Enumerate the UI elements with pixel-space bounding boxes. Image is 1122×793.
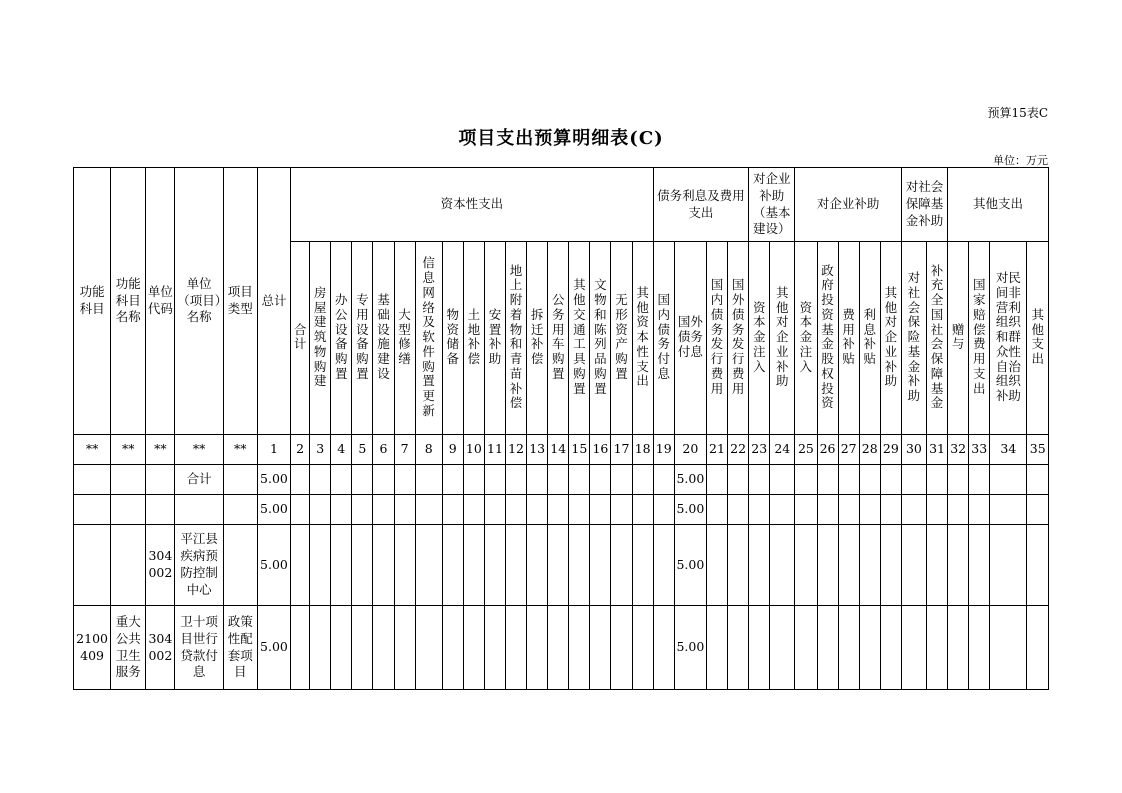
index-number: 29 <box>880 435 901 465</box>
col-it-purchase: 信息网络及软件购置更新 <box>415 242 442 435</box>
index-number: 33 <box>969 435 990 465</box>
unit-name-cell <box>175 495 223 525</box>
col-ent-capital: 资本金注入 <box>795 242 817 435</box>
func-code-cell <box>74 525 111 606</box>
col-office-equipment: 办公设备购置 <box>331 242 352 435</box>
index-number: 14 <box>548 435 569 465</box>
col-func-subject: 功能科目 <box>74 168 111 435</box>
index-number: 28 <box>859 435 880 465</box>
index-number: 15 <box>569 435 590 465</box>
group-enterprise: 对企业补助 <box>795 168 901 242</box>
index-number: 10 <box>463 435 484 465</box>
index-number: 35 <box>1027 435 1049 465</box>
col-ent-other: 其他对企业补助 <box>880 242 901 435</box>
unit-code-cell: 304002 <box>146 606 175 690</box>
func-name-cell: 重大公共卫生服务 <box>111 606 146 690</box>
unit-name-cell: 合计 <box>175 465 223 495</box>
index-number: 9 <box>442 435 463 465</box>
group-other: 其他支出 <box>948 168 1049 242</box>
index-number: 20 <box>674 435 706 465</box>
index-number: 31 <box>927 435 948 465</box>
func-code-cell <box>74 465 111 495</box>
index-number: 34 <box>990 435 1027 465</box>
col-infrastructure: 基础设施建设 <box>373 242 394 435</box>
func-code-cell <box>74 495 111 525</box>
col-intangible: 无形资产购置 <box>611 242 632 435</box>
func-code-cell: 2100409 <box>74 606 111 690</box>
index-number: 12 <box>506 435 527 465</box>
col-gift: 赠与 <box>948 242 969 435</box>
col-ent-basic-other: 其他对企业补助 <box>770 242 795 435</box>
index-number: 26 <box>817 435 838 465</box>
col-ent-interest-subsidy: 利息补贴 <box>859 242 880 435</box>
col-major-repair: 大型修缮 <box>394 242 415 435</box>
index-number: 8 <box>415 435 442 465</box>
form-code: 预算15表C <box>987 106 1048 120</box>
unit-label: 单位：万元 <box>993 154 1048 167</box>
index-star: ** <box>74 435 111 465</box>
index-number: 22 <box>728 435 749 465</box>
index-star: ** <box>223 435 257 465</box>
total-cell: 5.00 <box>257 465 290 495</box>
index-number: 2 <box>291 435 310 465</box>
col-foreign-fee: 国外债务发行费用 <box>728 242 749 435</box>
index-number: 27 <box>838 435 859 465</box>
foreign-interest-cell: 5.00 <box>674 525 706 606</box>
project-type-cell <box>223 465 257 495</box>
col-unit-name: 单位（项目）名称 <box>175 168 223 435</box>
col-domestic-interest: 国内债务付息 <box>653 242 674 435</box>
index-number: 23 <box>749 435 770 465</box>
unit-code-cell <box>146 465 175 495</box>
func-name-cell <box>111 465 146 495</box>
table-row <box>74 525 1049 606</box>
col-domestic-fee: 国内债务发行费用 <box>706 242 727 435</box>
index-number: 32 <box>948 435 969 465</box>
page-title: 项目支出预算明细表(C) <box>458 128 664 149</box>
col-foreign-interest: 国外债务付息 <box>674 242 706 435</box>
table-row <box>74 606 1049 690</box>
total-cell: 5.00 <box>257 525 290 606</box>
index-number: 5 <box>352 435 373 465</box>
table-row <box>74 495 1049 525</box>
index-number: 7 <box>394 435 415 465</box>
header-row-groups <box>74 168 1049 242</box>
project-type-cell <box>223 495 257 525</box>
project-type-cell: 政策性配套项目 <box>223 606 257 690</box>
col-demolition: 拆迁补偿 <box>527 242 548 435</box>
index-star: ** <box>146 435 175 465</box>
table-row <box>74 465 1049 495</box>
func-name-cell <box>111 525 146 606</box>
index-number: 1 <box>257 435 290 465</box>
foreign-interest-cell: 5.00 <box>674 495 706 525</box>
col-social-insurance: 对社会保险基金补助 <box>901 242 926 435</box>
col-other-capital: 其他资本性支出 <box>632 242 653 435</box>
index-star: ** <box>175 435 223 465</box>
col-state-compensation: 国家赔偿费用支出 <box>969 242 990 435</box>
col-official-car: 公务用车购置 <box>548 242 569 435</box>
group-capital: 资本性支出 <box>291 168 654 242</box>
col-relics: 文物和陈列品购置 <box>590 242 611 435</box>
col-other-transport: 其他交通工具购置 <box>569 242 590 435</box>
col-house: 房屋建筑物购建 <box>310 242 331 435</box>
index-number: 16 <box>590 435 611 465</box>
index-number: 11 <box>484 435 505 465</box>
foreign-interest-cell: 5.00 <box>674 465 706 495</box>
col-unit-code: 单位代码 <box>146 168 175 435</box>
func-name-cell <box>111 495 146 525</box>
col-ent-fee-subsidy: 费用补贴 <box>838 242 859 435</box>
index-number: 13 <box>527 435 548 465</box>
index-row <box>74 435 1049 465</box>
project-type-cell <box>223 525 257 606</box>
col-other-expense: 其他支出 <box>1027 242 1049 435</box>
index-number: 24 <box>770 435 795 465</box>
index-number: 18 <box>632 435 653 465</box>
col-capital-subtotal: 合计 <box>291 242 310 435</box>
col-attachment-compensation: 地上附着物和青苗补偿 <box>506 242 527 435</box>
col-npo-subsidy: 对民间非营利组织和群众性自治组织补助 <box>990 242 1027 435</box>
group-enterprise-basic: 对企业补助（基本建设） <box>749 168 795 242</box>
total-cell: 5.00 <box>257 606 290 690</box>
index-number: 6 <box>373 435 394 465</box>
index-number: 4 <box>331 435 352 465</box>
col-resettlement: 安置补助 <box>484 242 505 435</box>
index-number: 19 <box>653 435 674 465</box>
index-number: 30 <box>901 435 926 465</box>
col-social-security-fund: 补充全国社会保障基金 <box>927 242 948 435</box>
col-project-type: 项目类型 <box>223 168 257 435</box>
group-social-security: 对社会保障基金补助 <box>901 168 947 242</box>
unit-code-cell <box>146 495 175 525</box>
index-star: ** <box>111 435 146 465</box>
index-number: 21 <box>706 435 727 465</box>
col-ent-fund: 政府投资基金股权投资 <box>817 242 838 435</box>
unit-name-cell: 卫十项目世行贷款付息 <box>175 606 223 690</box>
unit-name-cell: 平江县疾病预防控制中心 <box>175 525 223 606</box>
index-number: 25 <box>795 435 817 465</box>
col-land-compensation: 土地补偿 <box>463 242 484 435</box>
foreign-interest-cell: 5.00 <box>674 606 706 690</box>
group-debt: 债务利息及费用支出 <box>653 168 748 242</box>
col-func-name: 功能科目名称 <box>111 168 146 435</box>
index-number: 3 <box>310 435 331 465</box>
unit-code-cell: 304002 <box>146 525 175 606</box>
total-cell: 5.00 <box>257 495 290 525</box>
col-special-equipment: 专用设备购置 <box>352 242 373 435</box>
budget-table <box>73 167 1049 690</box>
col-material-reserve: 物资储备 <box>442 242 463 435</box>
col-ent-basic-capital: 资本金注入 <box>749 242 770 435</box>
col-total: 总计 <box>257 168 290 435</box>
index-number: 17 <box>611 435 632 465</box>
